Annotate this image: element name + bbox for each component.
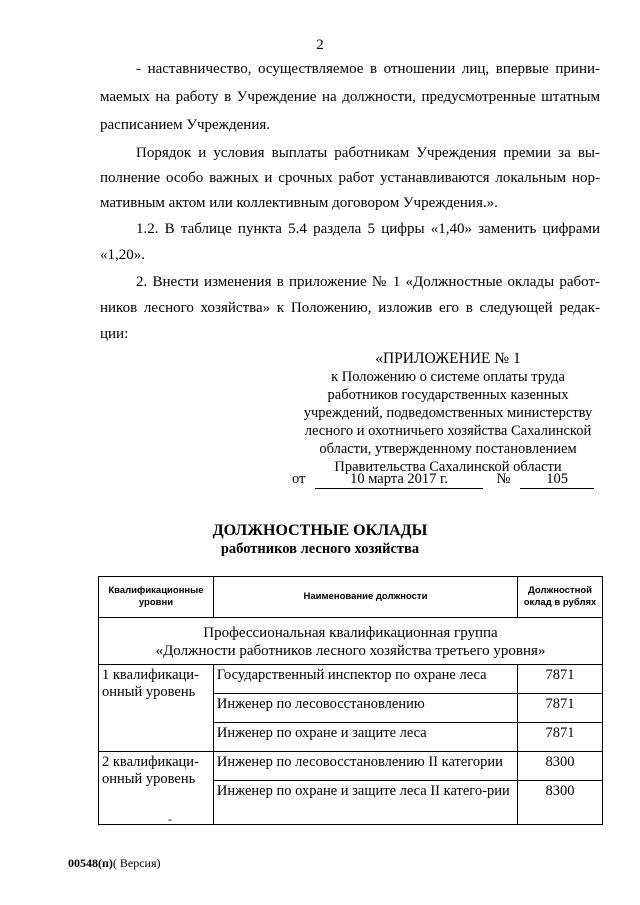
table-header-row xyxy=(99,577,603,618)
body-line: ции: xyxy=(100,326,129,342)
document-subtitle: работников лесного хозяйства xyxy=(220,541,420,557)
group-name: «Должности работников лесного хозяйства третьего уровня» xyxy=(155,643,546,659)
salary-cell: 7871 xyxy=(518,665,603,694)
salary-cell: 7871 xyxy=(518,723,603,752)
appendix-line: «ПРИЛОЖЕНИЕ № 1 xyxy=(375,350,521,367)
document-title: ДОЛЖНОСТНЫЕ ОКЛАДЫ xyxy=(212,522,428,539)
salary-cell: 8300 xyxy=(518,752,603,781)
level-cell: 1 квалификаци-онный уровень xyxy=(99,665,214,752)
body-line: мативным актом или коллективным договором Учреждения.». xyxy=(100,195,498,211)
number-prefix: № xyxy=(496,471,511,487)
appendix-header xyxy=(288,350,608,476)
body-line: маемых на работу в Учреждение на должности, предусмотренные штатным xyxy=(100,89,600,105)
body-line: ников лесного хозяйства» к Положению, изложив его в следующей редак- xyxy=(100,300,600,316)
appendix-line: работников государственных казенных xyxy=(327,387,569,403)
position-cell: Инженер по лесовосстановлению xyxy=(213,694,517,723)
body-line: полнение особо важных и срочных работ устанавливаются локальным нор- xyxy=(100,170,600,186)
appendix-line: Правительства Сахалинской области xyxy=(334,459,562,475)
body-line: 1.2. В таблице пункта 5.4 раздела 5 цифры «1,40» заменить цифрами xyxy=(136,221,600,237)
salary-cell: 7871 xyxy=(518,694,603,723)
body-line: расписанием Учреждения. xyxy=(100,117,271,133)
header-level: Квалификационные уровни xyxy=(99,577,214,618)
salary-table xyxy=(98,576,603,825)
body-line: 2. Внести изменения в приложение № 1 «Должностные оклады работ- xyxy=(136,274,600,290)
appendix-date-line xyxy=(292,471,602,489)
header-position: Наименование должности xyxy=(213,577,517,618)
appendix-date: 10 марта 2017 г. xyxy=(315,471,483,489)
group-cell xyxy=(99,618,603,665)
body-line: - наставничество, осуществляемое в отношении лиц, впервые прини- xyxy=(136,61,600,77)
salary-cell: 8300 xyxy=(518,781,603,825)
appendix-line: к Положению о системе оплаты труда xyxy=(331,369,565,385)
footer xyxy=(68,856,161,871)
header-salary: Должностной оклад в рублях xyxy=(518,577,603,618)
stray-mark: - xyxy=(168,812,172,826)
group-title: Профессиональная квалификационная группа xyxy=(203,625,498,641)
appendix-number: 105 xyxy=(520,471,594,489)
position-cell: Инженер по охране и защите леса xyxy=(213,723,517,752)
appendix-line: учреждений, подведомственных министерству xyxy=(303,405,593,421)
table-row xyxy=(99,665,603,694)
footer-code: 00548(п) xyxy=(68,856,113,870)
date-prefix: от xyxy=(292,471,306,487)
position-cell: Государственный инспектор по охране леса xyxy=(213,665,517,694)
appendix-line: лесного и охотничьего хозяйства Сахалинской xyxy=(304,423,592,439)
footer-version: ( Версия) xyxy=(112,856,161,870)
level-cell: 2 квалификаци-онный уровень xyxy=(99,752,214,825)
body-line: «1,20». xyxy=(100,247,145,263)
appendix-line: области, утвержденному постановлением xyxy=(319,441,577,457)
position-cell: Инженер по лесовосстановлению II категории xyxy=(213,752,517,781)
body-line: Порядок и условия выплаты работникам Учреждения премии за вы- xyxy=(136,145,600,161)
table-row xyxy=(99,752,603,781)
position-cell: Инженер по охране и защите леса II катего-рии xyxy=(213,781,517,825)
group-row xyxy=(99,618,603,665)
page-number: 2 xyxy=(316,37,324,53)
